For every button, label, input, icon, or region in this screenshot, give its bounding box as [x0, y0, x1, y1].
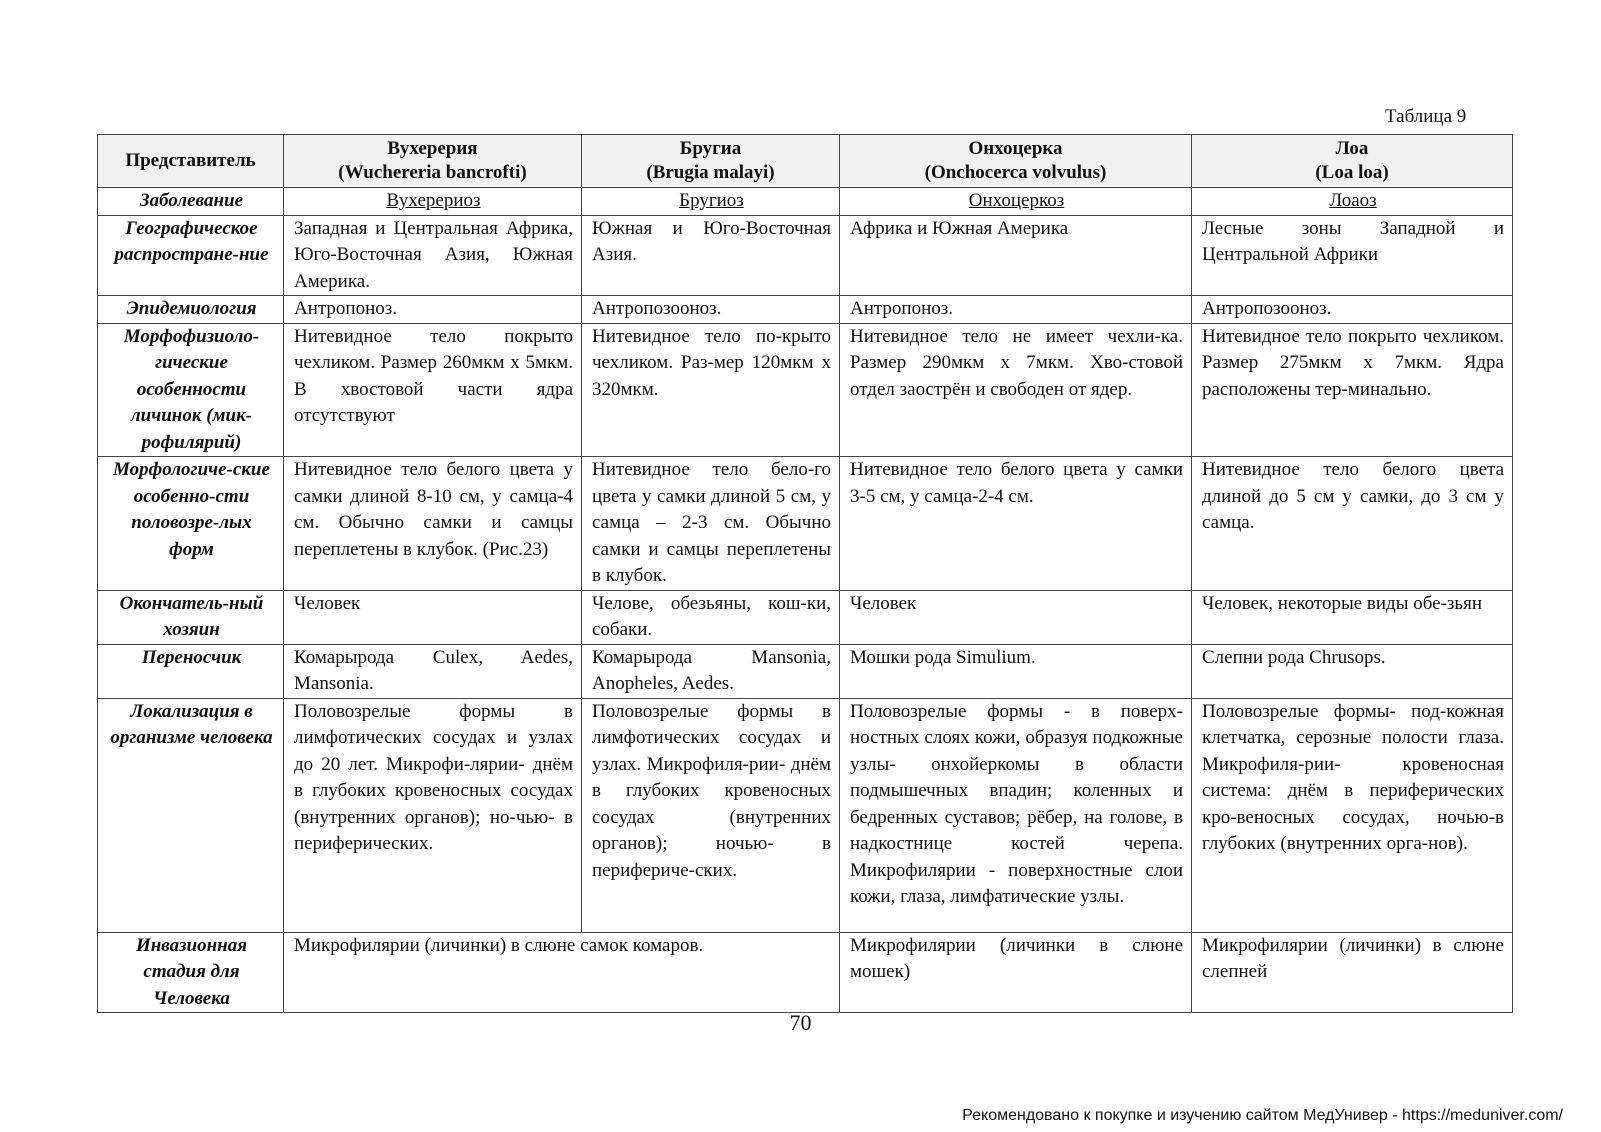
table-cell: Антропоноз.: [840, 296, 1192, 324]
table-cell: Антропозооноз.: [582, 296, 840, 324]
table-cell: Микрофилярии (личинки) в слюне самок комаров.: [284, 932, 840, 1013]
table-cell: Нитевидное тело покрыто чехликом. Размер 275мкм х 7мкм. Ядра расположены тер-минально.: [1192, 323, 1513, 457]
table-cell: Мошки рода Simulium.: [840, 644, 1192, 698]
table-cell: Комарырода Culex, Aedes, Mansonia.: [284, 644, 582, 698]
row-geo: [98, 215, 1513, 296]
row-label: Окончатель-ный хозяин: [98, 590, 284, 644]
table-cell: Бругиоз: [582, 188, 840, 216]
row-label: Локализация в организме человека: [98, 698, 284, 932]
table-cell: Человек: [284, 590, 582, 644]
table-cell: Половозрелые формы- под-кожная клетчатка, серозные полости глаза. Микрофиля-рии- кровеносная система: днём в периферических кро-веносных сосудах, ночью-в глубоких (внутренних орга-нов).: [1192, 698, 1513, 932]
table-cell: Нитевидное тело по-крыто чехликом. Раз-мер 120мкм х 320мкм.: [582, 323, 840, 457]
row-label: Инвазионная стадия для Человека: [98, 932, 284, 1013]
table-cell: Половозрелые формы в лимфотических сосудах и узлах до 20 лет. Микрофи-лярии- днём в глубоких кровеносных сосудах (внутренних органов); но-чью- в периферических.: [284, 698, 582, 932]
table-cell: Челове, обезьяны, кош-ки, собаки.: [582, 590, 840, 644]
table-cell: Нитевидное тело покрыто чехликом. Размер 260мкм х 5мкм. В хвостовой части ядра отсутствуют: [284, 323, 582, 457]
row-label: Заболевание: [98, 188, 284, 216]
table-cell: Нитевидное тело не имеет чехли-ка. Размер 290мкм х 7мкм. Хво-стовой отдел заострён и свободен от ядер.: [840, 323, 1192, 457]
page-number: 70: [789, 1010, 812, 1035]
row-disease: [98, 188, 1513, 216]
row-localization: [98, 698, 1513, 932]
table-cell: Западная и Центральная Африка, Юго-Восточная Азия, Южная Америка.: [284, 215, 582, 296]
table-caption: Таблица 9: [1385, 106, 1467, 127]
table-cell: Слепни рода Chrusops.: [1192, 644, 1513, 698]
row-invasive: [98, 932, 1513, 1013]
table-header-row: [98, 135, 1513, 188]
table-cell: Южная и Юго-Восточная Азия.: [582, 215, 840, 296]
row-label: Морфофизиоло-гические особенности личинок (мик-рофилярий): [98, 323, 284, 457]
table-cell: Микрофилярии (личинки) в слюне слепней: [1192, 932, 1513, 1013]
table-cell: Нитевидное тело белого цвета длиной до 5 см у самки, до 3 см у самца.: [1192, 457, 1513, 591]
header-brugia: Бругиа (Brugia malayi): [582, 135, 840, 188]
row-vector: [98, 644, 1513, 698]
row-epid: [98, 296, 1513, 324]
table-cell: Половозрелые формы - в поверх-ностных слоях кожи, образуя подкожные узлы- онхойеркомы в области подмышечных впадин; коленных и бедренных суставов; рёбер, на голове, в надкостнице костей черепа. Микрофилярии - поверхностные слои кожи, глаза, лимфатические узлы.: [840, 698, 1192, 932]
row-larva: [98, 323, 1513, 457]
header-label: Представитель: [98, 135, 284, 188]
filariae-table: [97, 134, 1513, 1013]
table-cell: Антропоноз.: [284, 296, 582, 324]
row-adult: [98, 457, 1513, 591]
table-cell: Человек: [840, 590, 1192, 644]
table-cell: Лесные зоны Западной и Центральной Африки: [1192, 215, 1513, 296]
table-cell: Африка и Южная Америка: [840, 215, 1192, 296]
table-cell: Человек, некоторые виды обе-зьян: [1192, 590, 1513, 644]
row-label: Переносчик: [98, 644, 284, 698]
header-loa: Лоа (Loa loa): [1192, 135, 1513, 188]
row-label: Эпидемиология: [98, 296, 284, 324]
header-onchocerca: Онхоцерка (Onchocerca volvulus): [840, 135, 1192, 188]
table-cell: Вухерериоз: [284, 188, 582, 216]
table-cell: Половозрелые формы в лимфотических сосудах и узлах. Микрофиля-рии- днём в глубоких кровеносных сосудах (внутренних органов); ночью- в перифериче-ских.: [582, 698, 840, 932]
table-cell: Антропозооноз.: [1192, 296, 1513, 324]
header-wuchereria: Вухерерия (Wuchereria bancrofti): [284, 135, 582, 188]
table-cell: Онхоцеркоз: [840, 188, 1192, 216]
table-cell: Нитевидное тело белого цвета у самки длиной 8-10 см, у самца-4 см. Обычно самки и самцы переплетены в клубок. (Рис.23): [284, 457, 582, 591]
table-cell: Микрофилярии (личинки в слюне мошек): [840, 932, 1192, 1013]
row-host: [98, 590, 1513, 644]
table-cell: Нитевидное тело белого цвета у самки 3-5 см, у самца-2-4 см.: [840, 457, 1192, 591]
footer-note: Рекомендовано к покупке и изучению сайтом МедУнивер - https://meduniver.com/: [962, 1107, 1563, 1124]
table-cell: Лоаоз: [1192, 188, 1513, 216]
row-label: Географическое распростране-ние: [98, 215, 284, 296]
table-cell: Комарырода Mansonia, Anopheles, Aedes.: [582, 644, 840, 698]
table-cell: Нитевидное тело бело-го цвета у самки длиной 5 см, у самца – 2-3 см. Обычно самки и самцы переплетены в клубок.: [582, 457, 840, 591]
row-label: Морфологиче-ские особенно-сти половозре-лых форм: [98, 457, 284, 591]
